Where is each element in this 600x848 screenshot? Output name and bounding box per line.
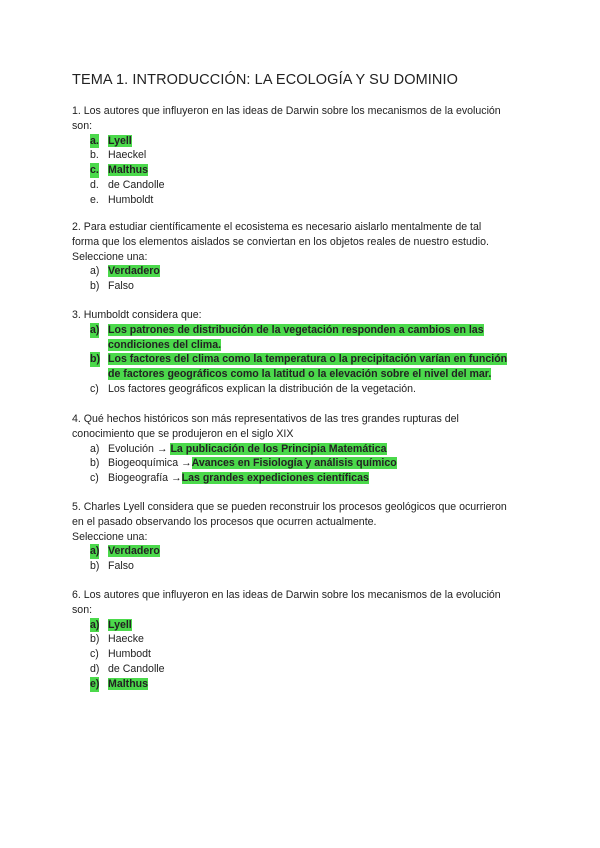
question-1 <box>72 104 532 208</box>
question-text: son: <box>72 119 93 132</box>
option-e: e. Humboldt <box>90 193 154 206</box>
question-text: 5. Charles Lyell considera que se pueden reconstruir los procesos geológicos que ocurrieron <box>72 501 507 513</box>
page-title: TEMA 1. INTRODUCCIÓN: LA ECOLOGÍA Y SU DOMINIO <box>72 72 458 88</box>
option-a: a. Lyell <box>90 134 132 147</box>
question-4 <box>72 412 532 486</box>
option-a: a) Verdadero <box>90 545 160 558</box>
option-b: b) Los factores del clima como la temperatura o la precipitación varían en función de factores geográficos como la latitud o la elevación sobre el nivel del mar. <box>90 353 508 381</box>
option-a: a) Verdadero <box>90 265 160 278</box>
question-text: son: <box>72 603 93 616</box>
question-5 <box>72 500 532 574</box>
option-c: c. Malthus <box>90 164 149 177</box>
question-text: 6. Los autores que influyeron en las ideas de Darwin sobre los mecanismos de la evolución <box>72 589 501 601</box>
option-b: b) Falso <box>90 560 134 573</box>
question-text: Seleccione una: <box>72 530 148 543</box>
question-text: Seleccione una: <box>72 250 148 263</box>
option-b: b) Biogeoquímica →Avances en Fisiología y análisis químico <box>90 457 397 470</box>
question-text: forma que los elementos aislados se conviertan en los objetos reales de nuestro estudio. <box>72 235 489 248</box>
question-3 <box>72 308 542 397</box>
option-a: a) Los patrones de distribución de la vegetación responden a cambios en las condiciones del clima. <box>90 323 484 351</box>
option-c: c) Humbodt <box>90 648 151 661</box>
question-6 <box>72 588 532 692</box>
question-text: conocimiento que se produjeron en el siglo XIX <box>72 427 294 440</box>
question-2 <box>72 220 532 294</box>
option-b: b. Haeckel <box>90 149 147 162</box>
option-e: e) Malthus <box>90 677 149 690</box>
option-b: b) Haecke <box>90 633 144 646</box>
question-text: 4. Qué hechos históricos son más representativos de las tres grandes rupturas del <box>72 413 459 425</box>
option-c: c) Biogeografía →Las grandes expediciones científicas <box>90 472 369 485</box>
question-text: 2. Para estudiar científicamente el ecosistema es necesario aislarlo mentalmente de tal <box>72 221 482 233</box>
question-text: en el pasado observando los procesos que ocurren actualmente. <box>72 515 377 528</box>
option-d: d. de Candolle <box>90 178 165 191</box>
option-d: d) de Candolle <box>90 662 165 675</box>
option-a: a) Lyell <box>90 618 132 631</box>
option-a: a) Evolución → La publicación de los Principia Matemática <box>90 442 387 455</box>
option-c: c) Los factores geográficos explican la distribución de la vegetación. <box>90 382 416 395</box>
question-text: 1. Los autores que influyeron en las ideas de Darwin sobre los mecanismos de la evolución <box>72 105 501 117</box>
option-b: b) Falso <box>90 280 134 293</box>
question-text: 3. Humboldt considera que: <box>72 309 202 321</box>
